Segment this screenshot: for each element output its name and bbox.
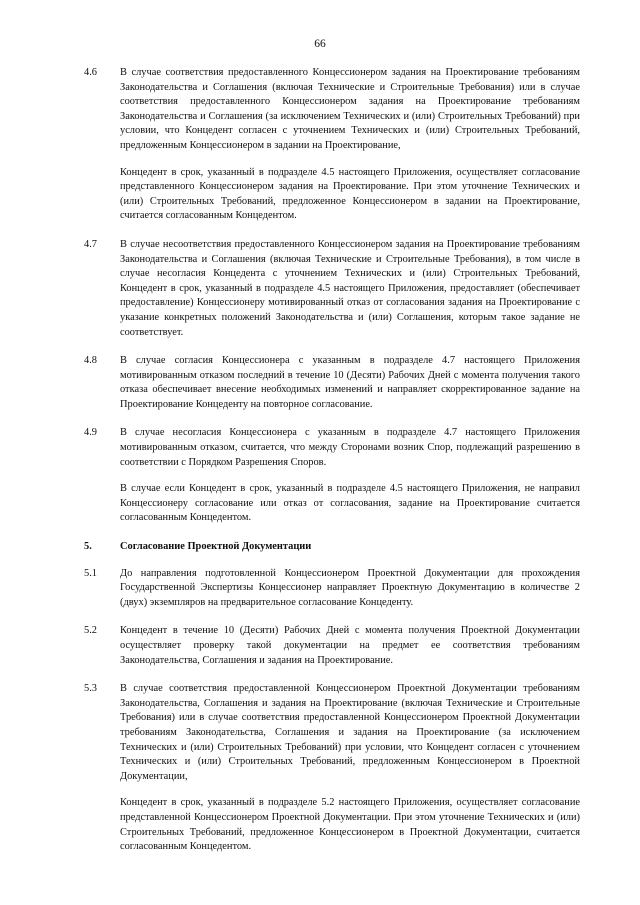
clause-4-6 (84, 66, 580, 154)
clause-5-3-continuation: Концедент в срок, указанный в подразделе 5.2 настоящего Приложения, осуществляет согласование представленной Концессионером Проектной Документации. При этом уточнение Технических и (или) Строительных Требований, предложенное Концессионером в Проектной Документации, считается согласованным Концедентом. (120, 797, 580, 853)
document-body (84, 66, 580, 869)
clause-number: 5.3 (84, 683, 97, 695)
section-number: 5. (84, 541, 92, 553)
page-number: 66 (314, 38, 326, 50)
clause-number: 4.9 (84, 427, 97, 439)
clause-number: 4.6 (84, 67, 97, 78)
clause-number: 5.2 (84, 625, 97, 637)
clause-4-9 (84, 426, 580, 470)
clause-text: До направления подготовленной Концессионером Проектной Документации для прохождения Государственной Экспертизы Концессионер направляет Проектную Документацию в количестве 2 (двух) экземпляров на предварительное согласование Концеденту. (120, 567, 580, 608)
clause-5-3 (84, 682, 580, 784)
clause-4-8 (84, 354, 580, 412)
clause-text: Концедент в течение 10 (Десяти) Рабочих Дней с момента получения Проектной Документации осуществляет проверку такой документации на предмет ее соответствия требованиям Законодательства, Соглашения и задания на Проектирование. (120, 625, 580, 666)
clause-5-2 (84, 624, 580, 668)
clause-4-9-continuation: В случае если Концедент в срок, указанный в подразделе 4.5 настоящего Приложения, не направил Концессионеру согласование или отказ от согласования, задание на Проектирование считается согласованным Концедентом. (120, 483, 580, 524)
clause-text: В случае согласия Концессионера с указанным в подразделе 4.7 настоящего Приложения мотивированным отказом последний в течение 10 (Десяти) Рабочих Дней с момента получения такого отказа обеспечивает внесение необходимых изменений и направляет скорректированное задание на Проектирование Концеденту на повторное согласование. (120, 355, 580, 410)
clause-number: 4.8 (84, 355, 97, 367)
section-title: Согласование Проектной Документации (120, 541, 312, 553)
clause-5-1 (84, 567, 580, 611)
clause-text: В случае соответствия предоставленного Концессионером задания на Проектирование требованиям Законодательства и Соглашения (включая Технические и Строительные Требования) или в случае соответствия предоставленного Концессионером задания на Проектирование требованиям Законодательства и Соглашения (за исключением Технических и (или) Строительных Требований) при условии, что Концедент согласен с уточнением Технических и (или) Строительных Требований, предложенным Концессионером в задании на Проектирование, (120, 67, 580, 151)
clause-number: 4.7 (84, 238, 97, 250)
clause-text: В случае несогласия Концессионера с указанным в подразделе 4.7 настоящего Приложения мотивированным отказом, считается, что между Сторонами возник Спор, подлежащий разрешению в соответствии с Порядком Разрешения Споров. (120, 427, 580, 468)
clause-text: В случае несоответствия предоставленного Концессионером задания на Проектирование требованиям Законодательства и Соглашения (включая Технические и Строительные Требования), в том числе в случае несогласия Концедента с уточнением Технических и (или) Строительных Требований, Концедент в срок, указанный в подразделе 4.5 настоящего Приложения, предоставляет (обеспечивает предоставление) Концессионеру мотивированный отказ от согласования задания на Проектирование с указание конкретных положений Законодательства и (или) Соглашения, которым такое задание не соответствует. (120, 238, 580, 338)
clause-text: В случае соответствия предоставленной Концессионером Проектной Документации требованиям Законодательства, Соглашения и задания на Проектирование (включая Технические и Строительные Требования) или в случае соответствия предоставленной Концессионером Проектной Документации требованиям Законодательства, Соглашения и задания на Проектирование (за исключением Технических и (или) Строительных Требований) при условии, что Концедент согласен с уточнением Технических и (или) Строительных Требований, предложенным Концессионером в Проектной Документации, (120, 683, 580, 782)
clause-4-6-continuation: Концедент в срок, указанный в подразделе 4.5 настоящего Приложения, осуществляет согласование представленного Концессионером задания на Проектирование. При этом уточнение Технических и (или) Строительных Требований, предложенное Концессионером в задании на Проектирование, считается согласованным Концедентом. (120, 166, 580, 222)
clause-number: 5.1 (84, 567, 97, 579)
clause-4-7 (84, 238, 580, 340)
section-5-heading (84, 540, 580, 555)
